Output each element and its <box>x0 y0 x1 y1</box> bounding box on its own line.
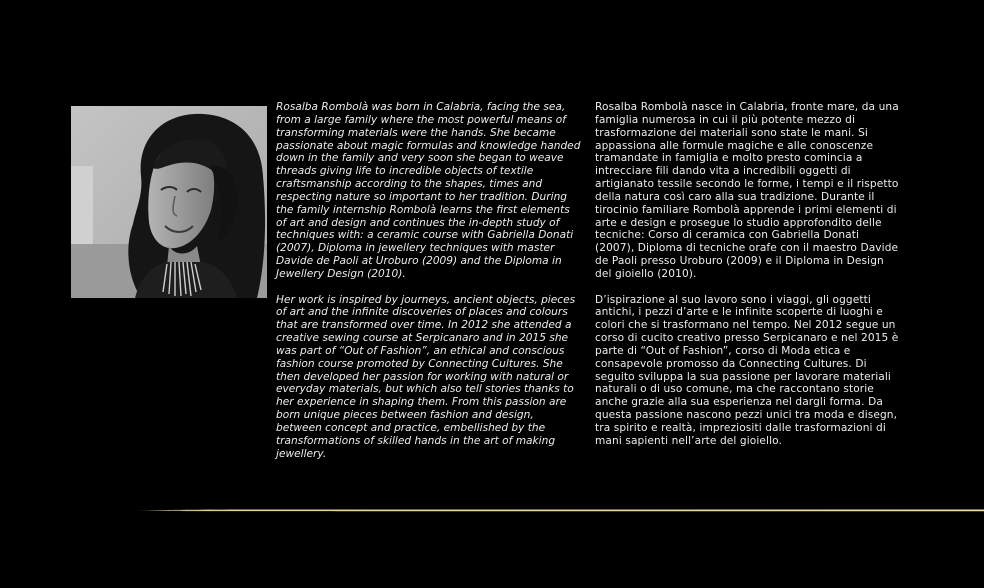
bio-english-column <box>276 101 582 460</box>
gold-divider-line <box>138 509 984 513</box>
bio-italian-paragraph-1: Rosalba Rombolà nasce in Calabria, fronte mare, da una famiglia numerosa in cui il più potente mezzo di trasformazione dei materiali sono state le mani. Si appassiona alle formule magiche e alle conoscenze tramandate in famiglia e molto presto comincia a intrecciare fili dando vita a incredibili oggetti di artigianato tessile secondo le forme, i tempi e il rispetto della natura così caro alla sua tradizione. Durante il tirocinio familiare Rombolà apprende i primi elementi di arte e design e prosegue lo studio approfondito delle tecniche: Corso di ceramica con Gabriella Donati (2007), Diploma di tecniche orafe con il maestro Davide de Paoli presso Uroburo (2009) e il Diploma in Design del gioiello (2010). <box>595 101 899 280</box>
bio-italian-column <box>595 101 900 448</box>
bio-italian-paragraph-2: D’ispirazione al suo lavoro sono i viaggi, gli oggetti antichi, i pezzi d’arte e le infinite scoperte di luoghi e colori che si trasformano nel tempo. Nel 2012 segue un corso di cucito creativo presso Serpicanaro e nel 2015 è parte di “Out of Fashion”, corso di Moda etica e consapevole promosso da Connecting Cultures. Di seguito sviluppa la sua passione per lavorare materiali naturali o di uso comune, ma che raccontano storie anche grazie alla sua esperienza nel dargli forma. Da questa passione nascono pezzi unici tra moda e disegn, tra spirito e realtà, impreziositi dalle trasformazioni di mani sapienti nell’arte del gioiello. <box>595 293 899 447</box>
bio-english-paragraph-1: Rosalba Rombolà was born in Calabria, facing the sea, from a large family where the most powerful means of transforming materials were the hands. She became passionate about magic formulas and knowledge handed down in the family and very soon she began to weave threads giving life to incredible objects of textile craftsmanship according to the shapes, times and respecting nature so important to her tradition. During the family internship Rombolà learns the first elements of art and design and continues the in-depth study of techniques with: a ceramic course with Gabriella Donati (2007), Diploma in jewellery techniques with master Davide de Paoli at Uroburo (2009) and the Diploma in Jewellery Design (2010). <box>276 101 581 280</box>
portrait-photo <box>71 106 267 298</box>
bio-english-paragraph-2: Her work is inspired by journeys, ancient objects, pieces of art and the infinite discoveries of places and colours that are transformed over time. In 2012 she attended a creative sewing course at Serpicanaro and in 2015 she was part of “Out of Fashion”, an ethical and conscious fashion course promoted by Connecting Cultures. She then developed her passion for working with natural or everyday materials, but which also tell stories thanks to her experience in shaping them. From this passion are born unique pieces between fashion and design, between concept and practice, embellished by the transformations of skilled hands in the art of making jewellery. <box>276 293 576 460</box>
